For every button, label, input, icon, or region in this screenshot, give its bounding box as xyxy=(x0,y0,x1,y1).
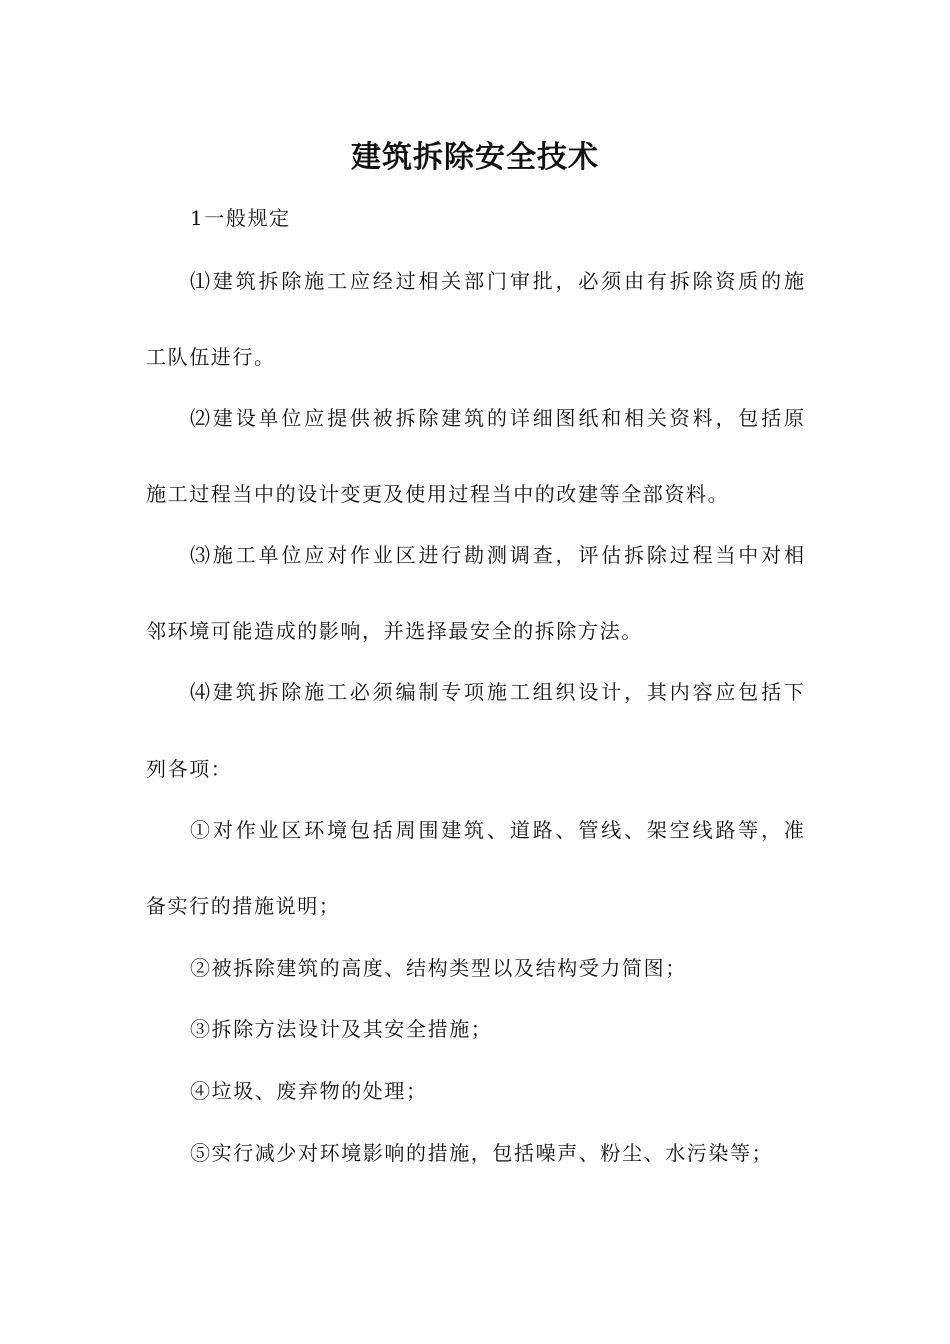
paragraph-line: 列各项： xyxy=(146,757,233,781)
list-item-line: ①对作业区环境包括周围建筑、道路、管线、架空线路等，准 xyxy=(190,818,804,842)
document-title: 建筑拆除安全技术 xyxy=(351,140,599,175)
paragraph-line: 邻环境可能造成的影响，并选择最安全的拆除方法。 xyxy=(146,619,643,643)
list-item-line: ⑤实行减少对环境影响的措施，包括噪声、粉尘、水污染等； xyxy=(190,1141,774,1165)
paragraph-line: ⑷建筑拆除施工必须编制专项施工组织设计，其内容应包括下 xyxy=(190,680,804,704)
paragraph-line: 施工过程当中的设计变更及使用过程当中的改建等全部资料。 xyxy=(146,482,730,506)
paragraph-line: ⑶施工单位应对作业区进行勘测调查，评估拆除过程当中对相 xyxy=(190,543,804,567)
paragraph-line: ⑵建设单位应提供被拆除建筑的详细图纸和相关资料，包括原 xyxy=(190,406,804,430)
list-item-line: 备实行的措施说明； xyxy=(146,894,341,918)
list-item-line: ④垃圾、废弃物的处理； xyxy=(190,1079,428,1103)
paragraph-line: ⑴建筑拆除施工应经过相关部门审批，必须由有拆除资质的施 xyxy=(190,269,804,293)
list-item-line: ②被拆除建筑的高度、结构类型以及结构受力简图； xyxy=(190,956,687,980)
section-heading: 1一般规定 xyxy=(190,206,291,230)
paragraph-line: 工队伍进行。 xyxy=(146,345,276,369)
list-item-line: ③拆除方法设计及其安全措施； xyxy=(190,1017,493,1041)
